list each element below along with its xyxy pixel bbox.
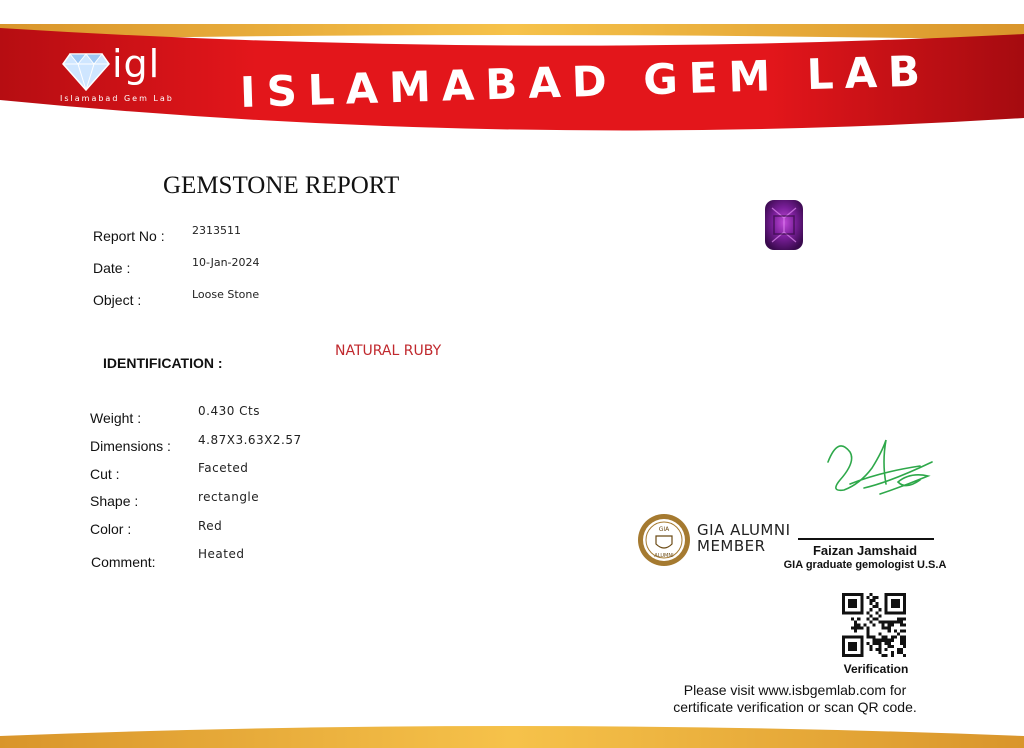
identification-label: IDENTIFICATION : — [103, 355, 223, 371]
qr-module — [866, 636, 869, 639]
qr-module — [903, 645, 906, 648]
verification-label: Verification — [843, 662, 909, 676]
object-label: Object : — [93, 292, 142, 308]
qr-module — [854, 623, 857, 626]
qr-module — [888, 620, 891, 623]
qr-module — [869, 645, 872, 648]
qr-module — [894, 636, 897, 639]
qr-module — [891, 645, 894, 648]
qr-module — [854, 627, 857, 630]
qr-module — [888, 642, 891, 645]
shape-value: rectangle — [198, 490, 260, 504]
qr-module — [879, 608, 882, 611]
qr-module — [866, 617, 869, 620]
qr-module — [872, 596, 875, 599]
signatory-title: GIA graduate gemologist U.S.A — [783, 559, 947, 571]
weight-label: Weight : — [90, 410, 142, 426]
svg-text:GIA: GIA — [658, 526, 670, 533]
qr-module — [885, 636, 888, 639]
qr-module — [872, 623, 875, 626]
qr-module — [869, 648, 872, 651]
qr-module — [869, 608, 872, 611]
qr-module — [854, 620, 857, 623]
qr-module — [866, 596, 869, 599]
qr-module — [872, 605, 875, 608]
qr-module — [854, 630, 857, 633]
logo-text: igl — [112, 42, 161, 86]
qr-module — [897, 651, 900, 654]
qr-module — [857, 623, 860, 626]
qr-module — [866, 642, 869, 645]
signature-line — [798, 538, 934, 540]
qr-module — [903, 654, 906, 657]
report-no-label: Report No : — [93, 228, 165, 244]
identification-value: NATURAL RUBY — [335, 343, 442, 359]
qr-module — [897, 620, 900, 623]
qr-module — [872, 599, 875, 602]
qr-module — [894, 630, 897, 633]
gia-alumni-badge-icon — [636, 512, 692, 568]
qr-module — [900, 617, 903, 620]
qr-module — [900, 630, 903, 633]
qr-module — [869, 636, 872, 639]
qr-module — [879, 639, 882, 642]
qr-module — [876, 617, 879, 620]
lab-name-title: ISLAMABAD GEM LAB — [239, 46, 932, 117]
signatory-name: Faizan Jamshaid — [812, 543, 918, 558]
qr-module — [879, 648, 882, 651]
qr-module — [876, 639, 879, 642]
qr-module — [860, 627, 863, 630]
qr-module — [891, 654, 894, 657]
qr-module — [903, 636, 906, 639]
gia-line-1: GIA ALUMNI — [697, 521, 791, 539]
svg-text:ALUMNI: ALUMNI — [654, 553, 674, 559]
qr-module — [876, 605, 879, 608]
shape-label: Shape : — [90, 493, 139, 509]
qr-module — [891, 620, 894, 623]
qr-code[interactable] — [842, 593, 906, 657]
qr-module — [876, 596, 879, 599]
qr-module — [882, 654, 885, 657]
weight-value: 0.430 Cts — [198, 404, 261, 418]
qr-module — [882, 639, 885, 642]
signature-image — [820, 432, 940, 504]
qr-module — [851, 627, 854, 630]
qr-module — [869, 614, 872, 617]
qr-module — [882, 623, 885, 626]
qr-module — [903, 623, 906, 626]
qr-module — [903, 617, 906, 620]
qr-module — [900, 639, 903, 642]
qr-module — [866, 633, 869, 636]
qr-module — [903, 642, 906, 645]
qr-module — [903, 639, 906, 642]
qr-module — [897, 648, 900, 651]
qr-module — [879, 642, 882, 645]
qr-module — [879, 614, 882, 617]
diamond-logo-icon — [62, 48, 110, 92]
qr-module — [872, 636, 875, 639]
qr-module — [885, 654, 888, 657]
qr-module — [857, 627, 860, 630]
gia-alumni-text — [697, 522, 791, 554]
qr-module — [872, 642, 875, 645]
qr-module — [879, 633, 882, 636]
qr-module — [876, 602, 879, 605]
verification-line-2: certificate verification or scan QR code. — [673, 699, 917, 715]
qr-module — [903, 630, 906, 633]
qr-module — [872, 617, 875, 620]
qr-module — [888, 630, 891, 633]
qr-module — [879, 620, 882, 623]
qr-module — [897, 633, 900, 636]
report-title: GEMSTONE REPORT — [163, 172, 400, 199]
qr-module — [885, 642, 888, 645]
qr-module — [885, 639, 888, 642]
gia-line-2: MEMBER — [697, 537, 766, 555]
qr-module — [872, 639, 875, 642]
qr-module — [857, 617, 860, 620]
qr-module — [848, 599, 857, 608]
qr-module — [897, 617, 900, 620]
qr-module — [869, 593, 872, 596]
qr-module — [869, 599, 872, 602]
qr-module — [869, 602, 872, 605]
date-label: Date : — [93, 260, 131, 276]
qr-module — [882, 620, 885, 623]
qr-module — [848, 642, 857, 651]
qr-module — [900, 636, 903, 639]
qr-module — [885, 627, 888, 630]
logo-subtitle: Islamabad Gem Lab — [60, 94, 174, 103]
qr-module — [885, 620, 888, 623]
qr-module — [894, 620, 897, 623]
qr-module — [900, 648, 903, 651]
object-value: Loose Stone — [192, 288, 260, 301]
qr-module — [888, 639, 891, 642]
qr-module — [888, 623, 891, 626]
qr-module — [879, 645, 882, 648]
date-value: 10-Jan-2024 — [192, 256, 260, 269]
dimensions-value: 4.87X3.63X2.57 — [198, 433, 302, 447]
qr-module — [866, 630, 869, 633]
qr-module — [851, 617, 854, 620]
qr-module — [891, 651, 894, 654]
report-no-value: 2313511 — [192, 224, 241, 237]
qr-module — [869, 620, 872, 623]
qr-module — [891, 636, 894, 639]
qr-module — [891, 623, 894, 626]
qr-module — [900, 623, 903, 626]
qr-module — [900, 620, 903, 623]
qr-module — [882, 636, 885, 639]
verification-instructions — [640, 682, 950, 716]
qr-module — [891, 599, 900, 608]
qr-module — [876, 642, 879, 645]
qr-module — [866, 611, 869, 614]
qr-module — [885, 648, 888, 651]
qr-module — [900, 642, 903, 645]
qr-module — [863, 623, 866, 626]
qr-module — [888, 645, 891, 648]
color-value: Red — [198, 519, 223, 533]
qr-module — [882, 627, 885, 630]
qr-module — [891, 639, 894, 642]
comment-label: Comment: — [91, 554, 156, 570]
qr-module — [876, 611, 879, 614]
comment-value: Heated — [198, 547, 245, 561]
qr-module — [866, 627, 869, 630]
color-label: Color : — [90, 521, 132, 537]
footer-banner — [0, 718, 1024, 748]
verification-line-1: Please visit www.isbgemlab.com for — [683, 682, 907, 698]
qr-module — [879, 651, 882, 654]
cut-label: Cut : — [90, 466, 120, 482]
qr-module — [900, 651, 903, 654]
qr-module — [888, 627, 891, 630]
qr-module — [876, 648, 879, 651]
gemstone-photo — [762, 198, 806, 252]
dimensions-label: Dimensions : — [90, 438, 171, 454]
cut-value: Faceted — [198, 461, 249, 475]
